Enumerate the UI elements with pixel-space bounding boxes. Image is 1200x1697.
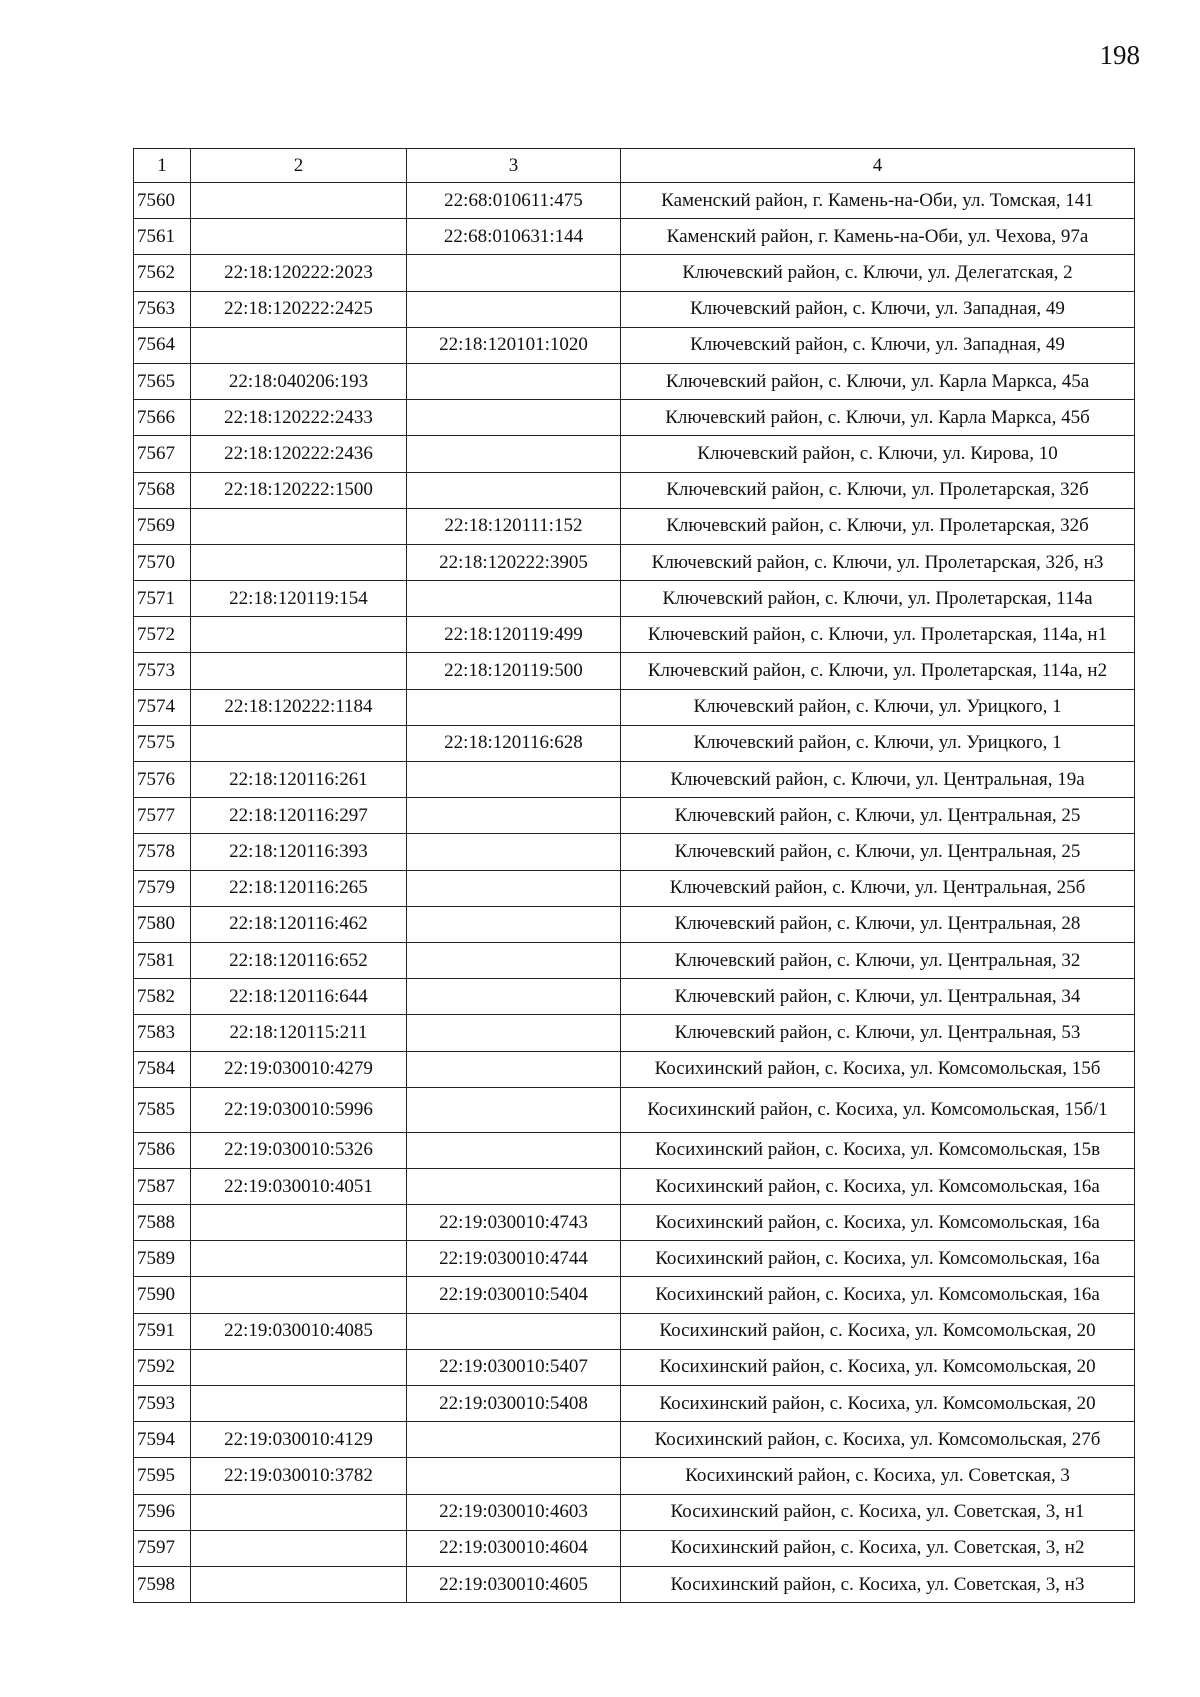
cadastral-number-col2-cell: 22:18:120115:211 — [191, 1015, 407, 1051]
cadastral-number-col2-cell: 22:18:120116:297 — [191, 798, 407, 834]
row-number-cell: 7565 — [134, 363, 191, 399]
cadastral-number-col3-cell: 22:68:010611:475 — [407, 183, 621, 219]
cadastral-number-col3-cell — [407, 581, 621, 617]
row-number-cell: 7596 — [134, 1494, 191, 1530]
row-number-cell: 7595 — [134, 1458, 191, 1494]
page-number: 198 — [1099, 40, 1140, 70]
table-row — [134, 1277, 1135, 1313]
table-row — [134, 291, 1135, 327]
address-cell: Косихинский район, с. Косиха, ул. Комсомольская, 15в — [621, 1132, 1135, 1168]
property-register-table — [133, 148, 1135, 1603]
cadastral-number-col3-cell: 22:19:030010:5404 — [407, 1277, 621, 1313]
address-cell: Ключевский район, с. Ключи, ул. Центральная, 34 — [621, 979, 1135, 1015]
cadastral-number-col2-cell — [191, 653, 407, 689]
cadastral-number-col2-cell: 22:19:030010:3782 — [191, 1458, 407, 1494]
cadastral-number-col2-cell: 22:18:120222:2433 — [191, 400, 407, 436]
cadastral-number-col2-cell — [191, 1386, 407, 1422]
row-number-cell: 7562 — [134, 255, 191, 291]
table-row — [134, 1132, 1135, 1168]
address-cell: Ключевский район, с. Ключи, ул. Пролетарская, 114а, н1 — [621, 617, 1135, 653]
cadastral-number-col2-cell: 22:18:120116:265 — [191, 870, 407, 906]
cadastral-number-col3-cell — [407, 762, 621, 798]
cadastral-number-col2-cell: 22:19:030010:5326 — [191, 1132, 407, 1168]
row-number-cell: 7568 — [134, 472, 191, 508]
address-cell: Ключевский район, с. Ключи, ул. Центральная, 25 — [621, 834, 1135, 870]
row-number-cell: 7586 — [134, 1132, 191, 1168]
address-cell: Каменский район, г. Камень-на-Оби, ул. Томская, 141 — [621, 183, 1135, 219]
cadastral-number-col2-cell: 22:19:030010:5996 — [191, 1087, 407, 1132]
cadastral-number-col3-cell: 22:18:120111:152 — [407, 508, 621, 544]
address-cell: Ключевский район, с. Ключи, ул. Центральная, 28 — [621, 906, 1135, 942]
table-row — [134, 870, 1135, 906]
cadastral-number-col3-cell: 22:18:120116:628 — [407, 725, 621, 761]
address-cell: Ключевский район, с. Ключи, ул. Урицкого, 1 — [621, 725, 1135, 761]
row-number-cell: 7598 — [134, 1566, 191, 1602]
row-number-cell: 7592 — [134, 1349, 191, 1385]
address-cell: Косихинский район, с. Косиха, ул. Комсомольская, 16а — [621, 1205, 1135, 1241]
address-cell: Косихинский район, с. Косиха, ул. Комсомольская, 20 — [621, 1313, 1135, 1349]
cadastral-number-col3-cell: 22:19:030010:5408 — [407, 1386, 621, 1422]
address-cell: Косихинский район, с. Косиха, ул. Советская, 3, н1 — [621, 1494, 1135, 1530]
table-row — [134, 1313, 1135, 1349]
address-cell: Ключевский район, с. Ключи, ул. Пролетарская, 114а — [621, 581, 1135, 617]
address-cell: Косихинский район, с. Косиха, ул. Комсомольская, 15б — [621, 1051, 1135, 1087]
row-number-cell: 7561 — [134, 219, 191, 255]
cadastral-number-col2-cell — [191, 1241, 407, 1277]
row-number-cell: 7567 — [134, 436, 191, 472]
cadastral-number-col3-cell — [407, 798, 621, 834]
table-row — [134, 798, 1135, 834]
cadastral-number-col3-cell — [407, 1087, 621, 1132]
table-row — [134, 544, 1135, 580]
cadastral-number-col3-cell: 22:68:010631:144 — [407, 219, 621, 255]
cadastral-number-col2-cell — [191, 1566, 407, 1602]
cadastral-number-col3-cell: 22:19:030010:4603 — [407, 1494, 621, 1530]
address-cell: Ключевский район, с. Ключи, ул. Центральная, 19а — [621, 762, 1135, 798]
cadastral-number-col2-cell — [191, 508, 407, 544]
table-row — [134, 1241, 1135, 1277]
row-number-cell: 7576 — [134, 762, 191, 798]
address-cell: Косихинский район, с. Косиха, ул. Комсомольская, 20 — [621, 1386, 1135, 1422]
row-number-cell: 7575 — [134, 725, 191, 761]
table-row — [134, 327, 1135, 363]
row-number-cell: 7583 — [134, 1015, 191, 1051]
cadastral-number-col2-cell — [191, 544, 407, 580]
table-row — [134, 653, 1135, 689]
cadastral-number-col2-cell — [191, 183, 407, 219]
address-cell: Косихинский район, с. Косиха, ул. Советская, 3 — [621, 1458, 1135, 1494]
table-row — [134, 363, 1135, 399]
cadastral-number-col2-cell — [191, 219, 407, 255]
address-cell: Ключевский район, с. Ключи, ул. Западная, 49 — [621, 291, 1135, 327]
address-cell: Ключевский район, с. Ключи, ул. Пролетарская, 32б — [621, 508, 1135, 544]
table-row — [134, 1205, 1135, 1241]
cadastral-number-col3-cell — [407, 979, 621, 1015]
cadastral-number-col2-cell: 22:18:120116:644 — [191, 979, 407, 1015]
address-cell: Косихинский район, с. Косиха, ул. Комсомольская, 15б/1 — [621, 1087, 1135, 1132]
row-number-cell: 7574 — [134, 689, 191, 725]
cadastral-number-col3-cell — [407, 291, 621, 327]
address-cell: Ключевский район, с. Ключи, ул. Кирова, 10 — [621, 436, 1135, 472]
cadastral-number-col3-cell — [407, 363, 621, 399]
cadastral-number-col3-cell — [407, 1132, 621, 1168]
table-body — [134, 183, 1135, 1603]
table-row — [134, 508, 1135, 544]
cadastral-number-col3-cell — [407, 1168, 621, 1204]
table-row — [134, 942, 1135, 978]
row-number-cell: 7563 — [134, 291, 191, 327]
table-row — [134, 255, 1135, 291]
table-row — [134, 1015, 1135, 1051]
table-row — [134, 581, 1135, 617]
table-row — [134, 1087, 1135, 1132]
cadastral-number-col2-cell: 22:18:040206:193 — [191, 363, 407, 399]
row-number-cell: 7570 — [134, 544, 191, 580]
table-row — [134, 436, 1135, 472]
cadastral-number-col3-cell — [407, 834, 621, 870]
address-cell: Ключевский район, с. Ключи, ул. Центральная, 25б — [621, 870, 1135, 906]
address-cell: Ключевский район, с. Ключи, ул. Центральная, 25 — [621, 798, 1135, 834]
row-number-cell: 7597 — [134, 1530, 191, 1566]
cadastral-number-col3-cell — [407, 1051, 621, 1087]
row-number-cell: 7572 — [134, 617, 191, 653]
cadastral-number-col3-cell: 22:18:120101:1020 — [407, 327, 621, 363]
row-number-cell: 7571 — [134, 581, 191, 617]
address-cell: Косихинский район, с. Косиха, ул. Советская, 3, н3 — [621, 1566, 1135, 1602]
address-cell: Ключевский район, с. Ключи, ул. Пролетарская, 32б — [621, 472, 1135, 508]
address-cell: Ключевский район, с. Ключи, ул. Карла Маркса, 45б — [621, 400, 1135, 436]
cadastral-number-col3-cell: 22:18:120222:3905 — [407, 544, 621, 580]
cadastral-number-col3-cell — [407, 255, 621, 291]
row-number-cell: 7573 — [134, 653, 191, 689]
cadastral-number-col3-cell — [407, 472, 621, 508]
cadastral-number-col2-cell: 22:18:120116:261 — [191, 762, 407, 798]
table-row — [134, 1168, 1135, 1204]
row-number-cell: 7584 — [134, 1051, 191, 1087]
cadastral-number-col2-cell — [191, 725, 407, 761]
table-row — [134, 1458, 1135, 1494]
cadastral-number-col3-cell — [407, 1313, 621, 1349]
address-cell: Ключевский район, с. Ключи, ул. Западная, 49 — [621, 327, 1135, 363]
address-cell: Косихинский район, с. Косиха, ул. Комсомольская, 27б — [621, 1422, 1135, 1458]
cadastral-number-col2-cell: 22:18:120222:1500 — [191, 472, 407, 508]
cadastral-number-col3-cell — [407, 1458, 621, 1494]
row-number-cell: 7594 — [134, 1422, 191, 1458]
cadastral-number-col2-cell: 22:18:120222:2023 — [191, 255, 407, 291]
table-header-row — [134, 149, 1135, 183]
cadastral-number-col3-cell — [407, 906, 621, 942]
cadastral-number-col2-cell: 22:18:120222:2436 — [191, 436, 407, 472]
table-row — [134, 834, 1135, 870]
address-cell: Косихинский район, с. Косиха, ул. Комсомольская, 16а — [621, 1277, 1135, 1313]
row-number-cell: 7587 — [134, 1168, 191, 1204]
row-number-cell: 7579 — [134, 870, 191, 906]
table-row — [134, 219, 1135, 255]
row-number-cell: 7589 — [134, 1241, 191, 1277]
table-row — [134, 689, 1135, 725]
cadastral-number-col3-cell: 22:18:120119:500 — [407, 653, 621, 689]
table-row — [134, 1422, 1135, 1458]
cadastral-number-col3-cell: 22:18:120119:499 — [407, 617, 621, 653]
address-cell: Ключевский район, с. Ключи, ул. Центральная, 32 — [621, 942, 1135, 978]
cadastral-number-col2-cell: 22:19:030010:4129 — [191, 1422, 407, 1458]
row-number-cell: 7590 — [134, 1277, 191, 1313]
cadastral-number-col3-cell: 22:19:030010:4605 — [407, 1566, 621, 1602]
table-row — [134, 400, 1135, 436]
table-row — [134, 906, 1135, 942]
row-number-cell: 7566 — [134, 400, 191, 436]
cadastral-number-col2-cell — [191, 327, 407, 363]
cadastral-number-col2-cell — [191, 1494, 407, 1530]
table-row — [134, 1566, 1135, 1602]
cadastral-number-col3-cell — [407, 1015, 621, 1051]
header-col-2: 2 — [191, 149, 407, 183]
cadastral-number-col3-cell: 22:19:030010:4743 — [407, 1205, 621, 1241]
row-number-cell: 7577 — [134, 798, 191, 834]
row-number-cell: 7591 — [134, 1313, 191, 1349]
cadastral-number-col2-cell: 22:18:120222:1184 — [191, 689, 407, 725]
table-row — [134, 472, 1135, 508]
table-row — [134, 617, 1135, 653]
table-row — [134, 725, 1135, 761]
cadastral-number-col2-cell: 22:18:120119:154 — [191, 581, 407, 617]
table-row — [134, 1349, 1135, 1385]
cadastral-number-col3-cell — [407, 1422, 621, 1458]
cadastral-number-col3-cell: 22:19:030010:5407 — [407, 1349, 621, 1385]
cadastral-number-col2-cell — [191, 1205, 407, 1241]
row-number-cell: 7585 — [134, 1087, 191, 1132]
row-number-cell: 7564 — [134, 327, 191, 363]
cadastral-number-col2-cell: 22:18:120222:2425 — [191, 291, 407, 327]
table-row — [134, 1386, 1135, 1422]
cadastral-number-col2-cell — [191, 617, 407, 653]
row-number-cell: 7578 — [134, 834, 191, 870]
cadastral-number-col3-cell — [407, 436, 621, 472]
header-col-4: 4 — [621, 149, 1135, 183]
row-number-cell: 7582 — [134, 979, 191, 1015]
cadastral-number-col3-cell — [407, 400, 621, 436]
address-cell: Косихинский район, с. Косиха, ул. Комсомольская, 16а — [621, 1241, 1135, 1277]
cadastral-number-col3-cell — [407, 689, 621, 725]
cadastral-number-col2-cell — [191, 1530, 407, 1566]
header-col-1: 1 — [134, 149, 191, 183]
table-row — [134, 183, 1135, 219]
address-cell: Косихинский район, с. Косиха, ул. Комсомольская, 20 — [621, 1349, 1135, 1385]
cadastral-number-col2-cell: 22:18:120116:462 — [191, 906, 407, 942]
row-number-cell: 7593 — [134, 1386, 191, 1422]
address-cell: Ключевский район, с. Ключи, ул. Урицкого, 1 — [621, 689, 1135, 725]
cadastral-number-col2-cell: 22:19:030010:4085 — [191, 1313, 407, 1349]
cadastral-number-col2-cell: 22:18:120116:393 — [191, 834, 407, 870]
cadastral-number-col3-cell: 22:19:030010:4744 — [407, 1241, 621, 1277]
address-cell: Ключевский район, с. Ключи, ул. Пролетарская, 114а, н2 — [621, 653, 1135, 689]
cadastral-number-col2-cell — [191, 1277, 407, 1313]
cadastral-number-col3-cell — [407, 942, 621, 978]
cadastral-number-col2-cell: 22:19:030010:4051 — [191, 1168, 407, 1204]
cadastral-number-col2-cell: 22:18:120116:652 — [191, 942, 407, 978]
address-cell: Косихинский район, с. Косиха, ул. Комсомольская, 16а — [621, 1168, 1135, 1204]
row-number-cell: 7580 — [134, 906, 191, 942]
address-cell: Косихинский район, с. Косиха, ул. Советская, 3, н2 — [621, 1530, 1135, 1566]
table-row — [134, 1494, 1135, 1530]
row-number-cell: 7569 — [134, 508, 191, 544]
address-cell: Каменский район, г. Камень-на-Оби, ул. Чехова, 97а — [621, 219, 1135, 255]
address-cell: Ключевский район, с. Ключи, ул. Центральная, 53 — [621, 1015, 1135, 1051]
row-number-cell: 7560 — [134, 183, 191, 219]
address-cell: Ключевский район, с. Ключи, ул. Делегатская, 2 — [621, 255, 1135, 291]
cadastral-number-col3-cell — [407, 870, 621, 906]
header-col-3: 3 — [407, 149, 621, 183]
address-cell: Ключевский район, с. Ключи, ул. Пролетарская, 32б, н3 — [621, 544, 1135, 580]
table-row — [134, 762, 1135, 798]
cadastral-number-col2-cell: 22:19:030010:4279 — [191, 1051, 407, 1087]
table-row — [134, 979, 1135, 1015]
row-number-cell: 7588 — [134, 1205, 191, 1241]
cadastral-number-col3-cell: 22:19:030010:4604 — [407, 1530, 621, 1566]
table-row — [134, 1530, 1135, 1566]
cadastral-number-col2-cell — [191, 1349, 407, 1385]
table-row — [134, 1051, 1135, 1087]
row-number-cell: 7581 — [134, 942, 191, 978]
address-cell: Ключевский район, с. Ключи, ул. Карла Маркса, 45а — [621, 363, 1135, 399]
